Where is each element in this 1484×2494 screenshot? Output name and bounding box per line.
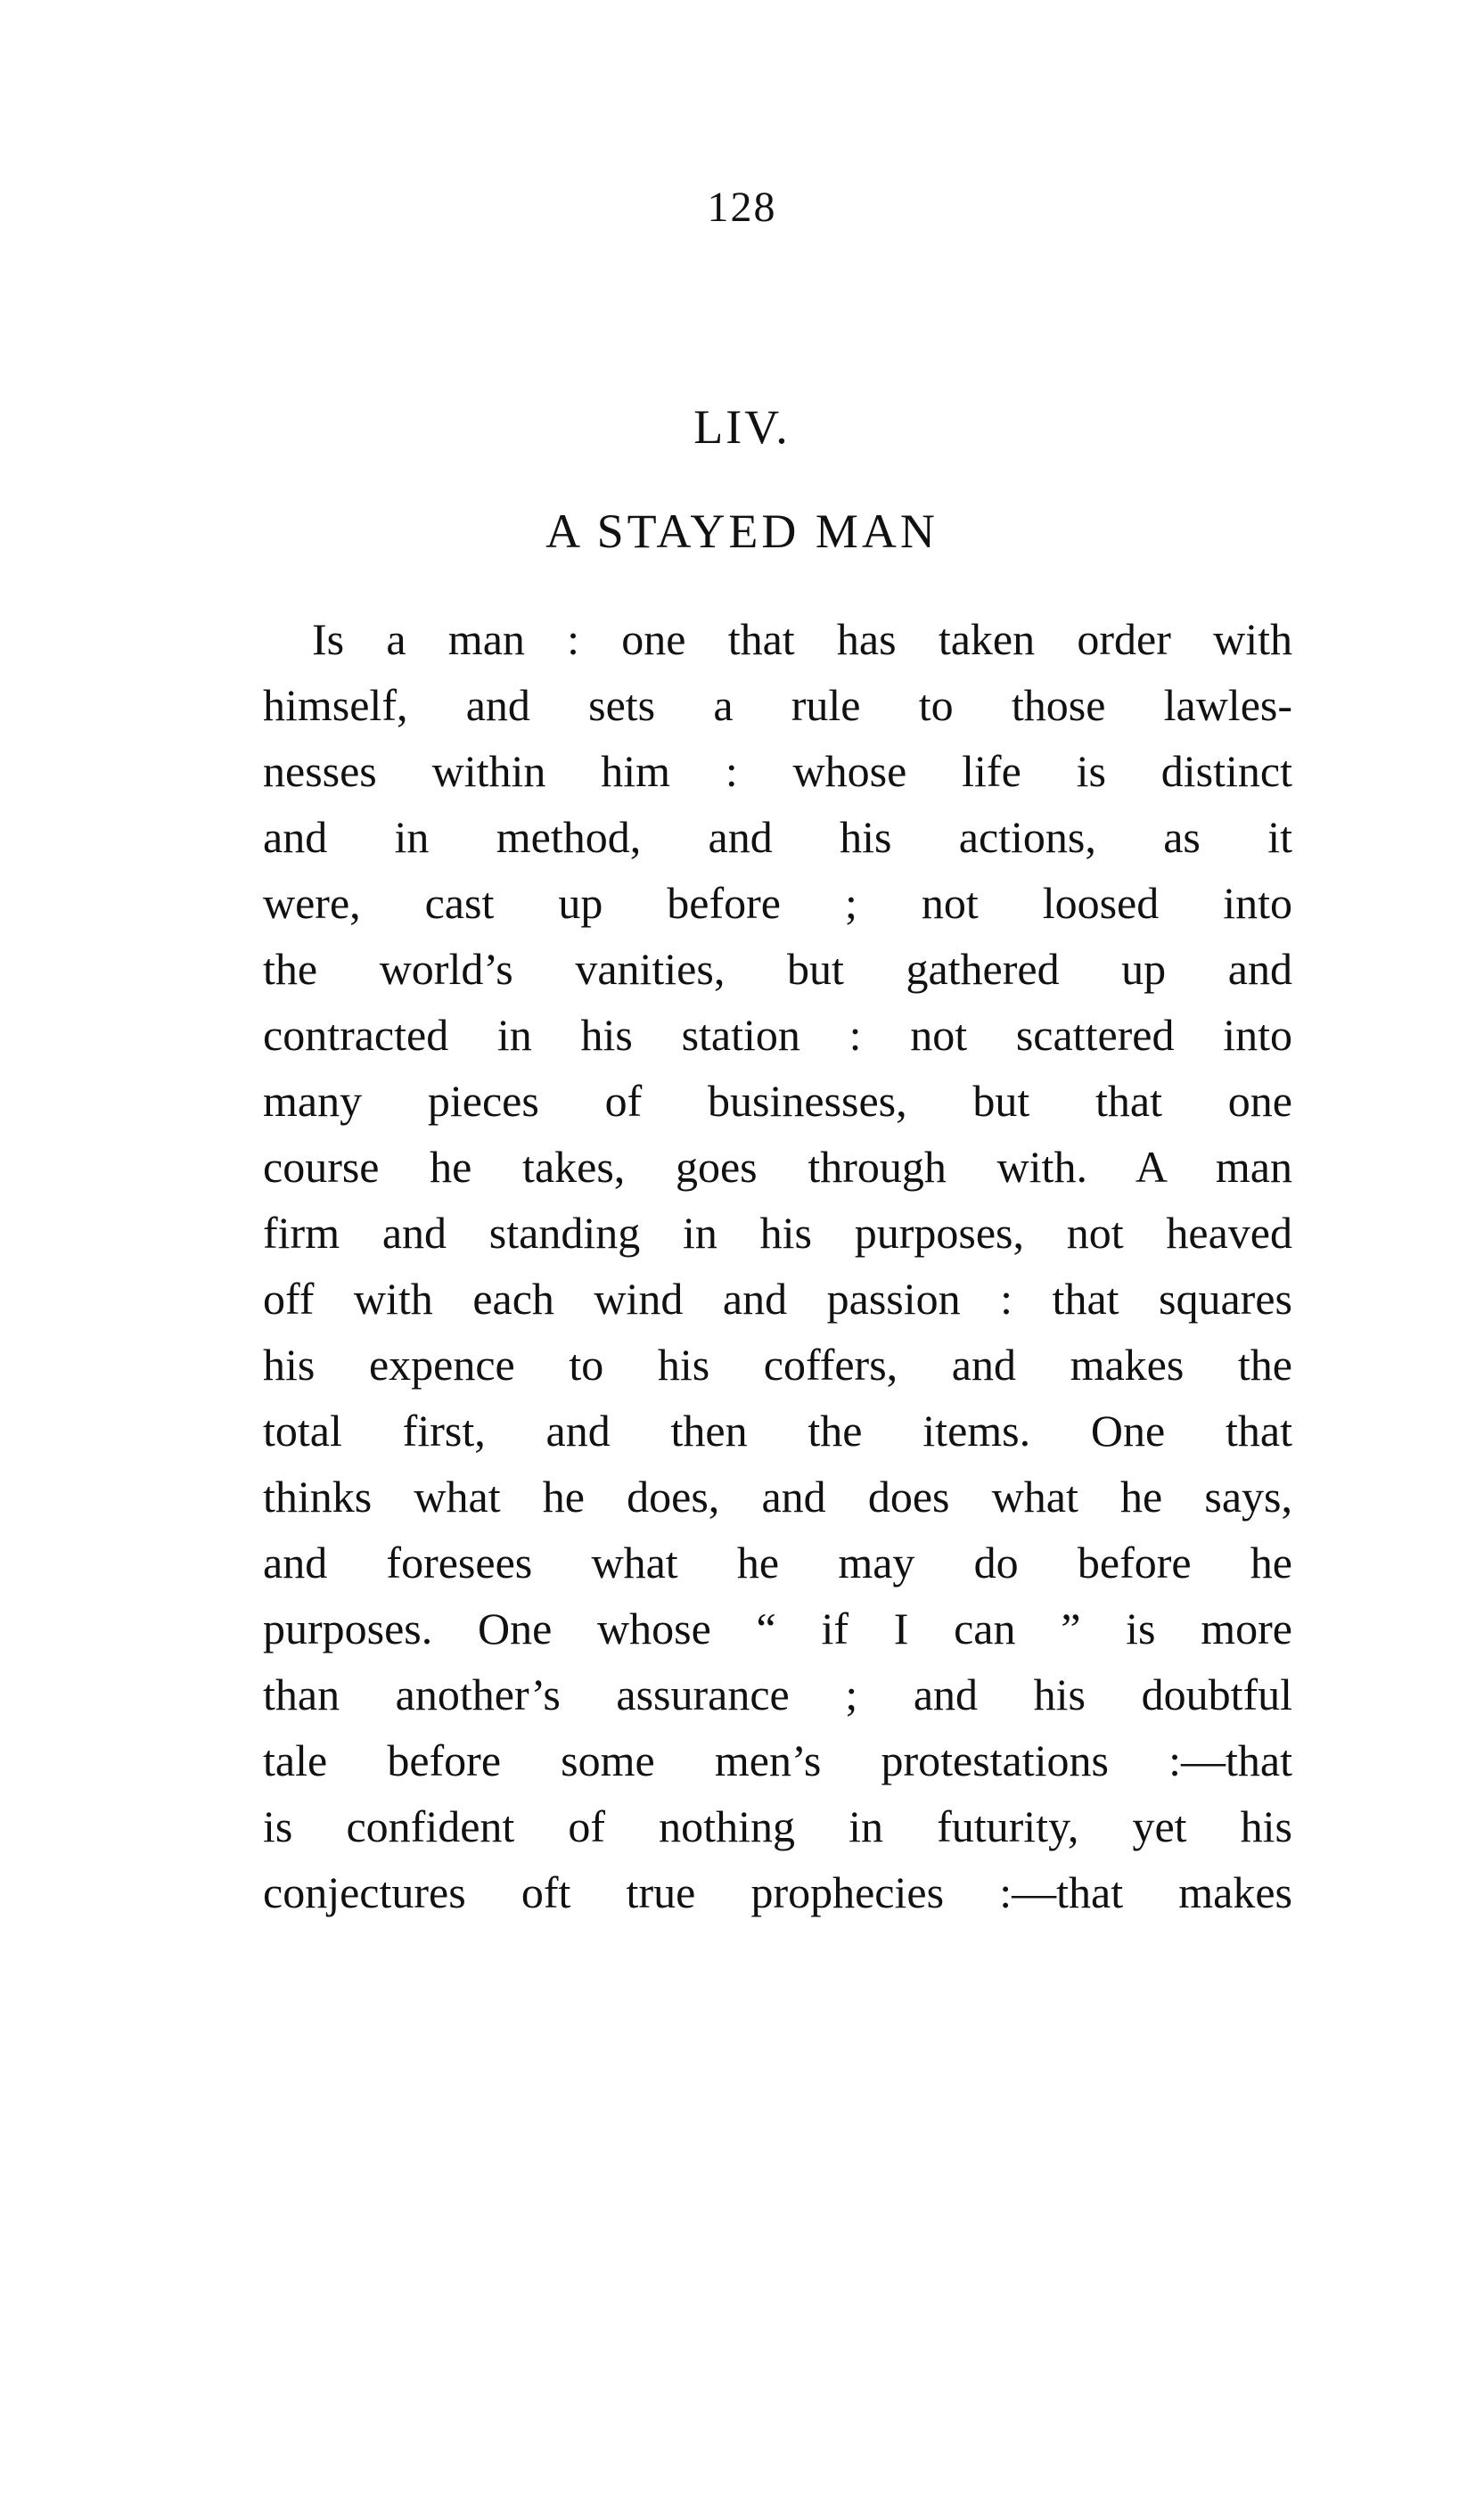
text-line: firm and standing in his purposes, not heaved [263, 1208, 1292, 1258]
text-line: himself, and sets a rule to those lawles- [263, 680, 1292, 730]
text-line: tale before some men’s protestations :—that [263, 1735, 1292, 1785]
text-line: than another’s assurance ; and his doubtful [263, 1670, 1292, 1719]
page-number: 128 [707, 184, 777, 231]
text-line: contracted in his station : not scattered into [263, 1010, 1292, 1060]
text-line: purposes. One whose “ if I can ” is more [263, 1604, 1292, 1653]
text-line: and in method, and his actions, as it [263, 812, 1292, 862]
chapter-title: A STAYED MAN [545, 505, 939, 558]
text-line: nesses within him : whose life is distinct [263, 746, 1292, 796]
text-line: thinks what he does, and does what he says, [263, 1472, 1292, 1522]
body-text [263, 606, 1292, 1925]
text-line: his expence to his coffers, and makes the [263, 1340, 1292, 1390]
text-line: conjectures oft true prophecies :—that makes [263, 1867, 1292, 1917]
text-line: were, cast up before ; not loosed into [263, 878, 1292, 928]
text-line: off with each wind and passion : that squares [263, 1274, 1292, 1324]
text-line: Is a man : one that has taken order with [312, 614, 1292, 664]
text-line: the world’s vanities, but gathered up and [263, 944, 1292, 994]
text-line: total first, and then the items. One that [263, 1406, 1292, 1456]
text-line: and foresees what he may do before he [263, 1538, 1292, 1587]
text-line: course he takes, goes through with. A man [263, 1142, 1292, 1192]
text-line: is confident of nothing in futurity, yet his [263, 1801, 1292, 1851]
chapter-number: LIV. [693, 400, 791, 454]
text-line: many pieces of businesses, but that one [263, 1076, 1292, 1126]
